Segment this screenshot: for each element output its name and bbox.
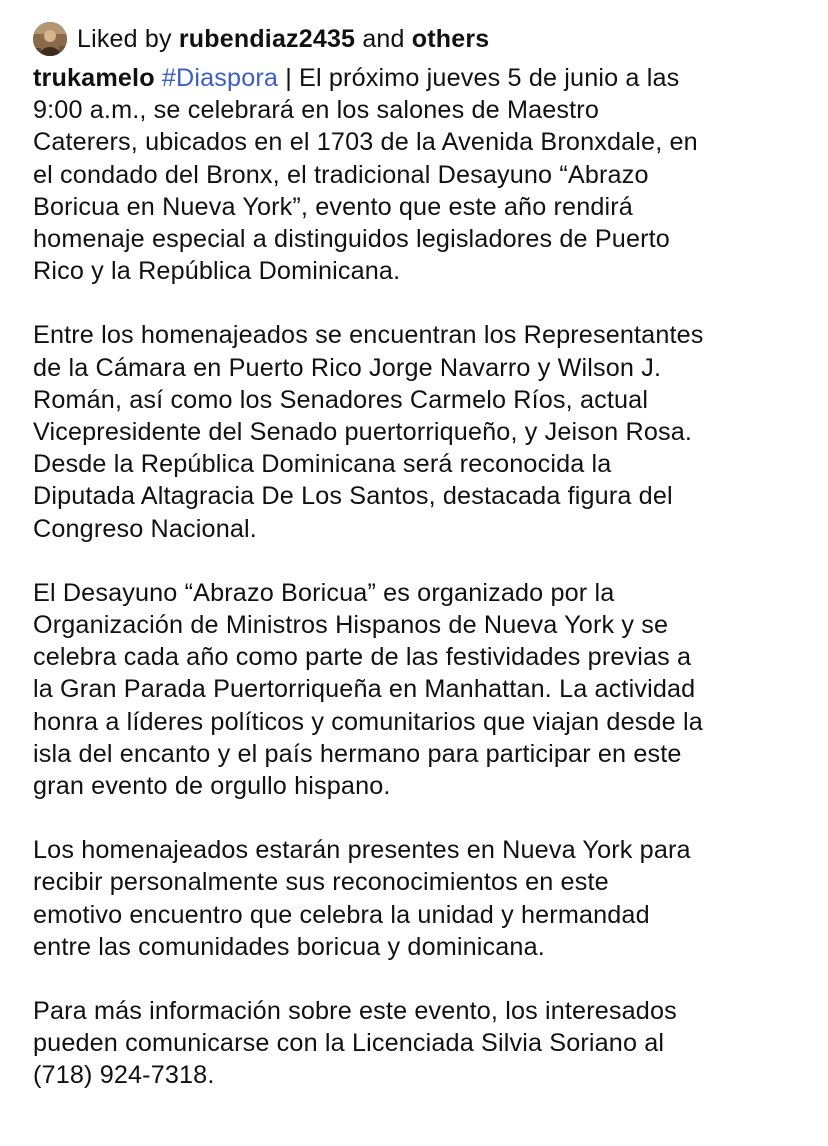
caption-line: Diputada Altagracia De Los Santos, destacada figura del <box>33 482 673 511</box>
caption-line: El Desayuno “Abrazo Boricua” es organizado por la <box>33 578 615 607</box>
caption-line: gran evento de orgullo hispano. <box>33 772 391 801</box>
caption-line: Caterers, ubicados en el 1703 de la Avenida Bronxdale, en <box>33 128 698 157</box>
caption-line: la Gran Parada Puertorriqueña en Manhattan. La actividad <box>33 675 696 704</box>
caption-line: (718) 924-7318. <box>33 1061 215 1090</box>
likes-prefix: Liked by <box>77 24 172 53</box>
caption-line: pueden comunicarse con la Licenciada Silvia Soriano al <box>33 1029 665 1058</box>
caption-line: Román, así como los Senadores Carmelo Ríos, actual <box>33 385 649 414</box>
caption-line: entre las comunidades boricua y dominicana. <box>33 932 545 961</box>
caption-line: Vicepresidente del Senado puertorriqueño, y Jeison Rosa. <box>33 418 693 447</box>
caption-line: isla del encanto y el país hermano para participar en este <box>33 739 682 768</box>
avatar[interactable] <box>33 22 67 56</box>
caption-line: Rico y la República Dominicana. <box>33 257 401 286</box>
caption-line: el condado del Bronx, el tradicional Desayuno “Abrazo <box>33 160 649 189</box>
caption-paragraph <box>33 62 805 287</box>
caption-paragraph <box>33 834 805 963</box>
likes-row <box>33 20 489 58</box>
caption-line: 9:00 a.m., se celebrará en los salones de Maestro <box>33 96 599 125</box>
caption-line: Congreso Nacional. <box>33 514 257 543</box>
caption-paragraph <box>33 995 805 1092</box>
caption-line <box>33 62 805 94</box>
post-caption <box>33 62 805 1092</box>
caption-line: Los homenajeados estarán presentes en Nueva York para <box>33 836 691 865</box>
hashtag-link[interactable]: #Diaspora <box>161 64 279 92</box>
caption-text: | El próximo jueves 5 de junio a las <box>278 64 680 92</box>
caption-line: homenaje especial a distinguidos legisladores de Puerto <box>33 225 670 254</box>
caption-line: Boricua en Nueva York”, evento que este año rendirá <box>33 192 633 221</box>
caption-line: recibir personalmente sus reconocimientos en este <box>33 868 609 897</box>
caption-line: Entre los homenajeados se encuentran los Representantes <box>33 321 704 350</box>
likes-conjunction: and <box>362 24 405 53</box>
caption-line: emotivo encuentro que celebra la unidad y hermandad <box>33 900 650 929</box>
caption-line: de la Cámara en Puerto Rico Jorge Navarro y Wilson J. <box>33 353 662 382</box>
caption-username-link[interactable]: trukamelo <box>33 64 155 92</box>
caption-line: celebra cada año como parte de las festividades previas a <box>33 643 692 672</box>
caption-line: Desde la República Dominicana será reconocida la <box>33 450 612 479</box>
caption-line: honra a líderes políticos y comunitarios que viajan desde la <box>33 707 703 736</box>
caption-paragraph <box>33 577 805 802</box>
caption-line: Para más información sobre este evento, los interesados <box>33 997 677 1026</box>
likes-summary <box>77 25 489 54</box>
liker-username-link[interactable]: rubendiaz2435 <box>178 24 356 53</box>
caption-paragraph <box>33 319 805 544</box>
likes-others-link[interactable]: others <box>411 24 490 53</box>
caption-line: Organización de Ministros Hispanos de Nueva York y se <box>33 611 669 640</box>
